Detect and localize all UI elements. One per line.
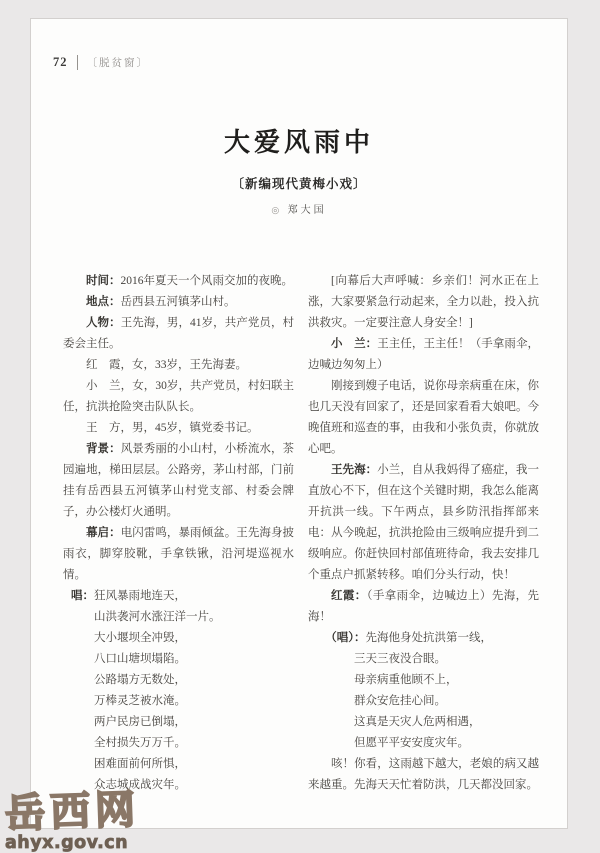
dialogue-line [308, 376, 539, 460]
lyric-line: 但愿平平安安度灾年。 [354, 737, 469, 749]
watermark-url: ahyx.gov.cn [5, 833, 129, 853]
lyric-line: 先海他身处抗洪第一线， [365, 632, 492, 644]
title-block [31, 122, 567, 216]
lyric-line: 全村损失万万千。 [94, 737, 187, 749]
lyric-line: 众志城成战灾年。 [94, 779, 187, 791]
lyric-line: 万棒灵芝被水淹。 [94, 695, 187, 707]
meta-label: 时间： [86, 275, 121, 287]
cast-line [63, 418, 294, 439]
meta-text: 风景秀丽的小山村，小桥流水，茶园遍地，梯田层层。公路旁，茅山村部，门前挂有岳西县五河镇茅山村党支部、村委会牌子，办公楼灯火通明。 [63, 443, 295, 518]
play-title: 大爱风雨中 [223, 128, 374, 157]
lyric-line: 群众安危挂心间。 [354, 695, 446, 707]
meta-line-background [63, 439, 294, 523]
left-song [63, 586, 294, 796]
lyric-line: 山洪袭河水涨汪洋一片。 [94, 611, 221, 623]
lyric-line: 八口山塘坝塌陷。 [94, 653, 187, 665]
cast-line [63, 355, 294, 376]
cast-text: 红 霞，女，33岁，王先海妻。 [86, 359, 247, 371]
section-label: 〔脱贫窗〕 [86, 58, 149, 69]
right-song [308, 628, 539, 754]
meta-text: 岳西县五河镇茅山村。 [120, 296, 236, 308]
speaker-name: 王先海： [331, 464, 378, 476]
cast-text: 小 兰，女，30岁，共产党员，村妇联主任，抗洪抢险突击队队长。 [63, 380, 294, 413]
dialogue-text: 刚接到嫂子电话，说你母亲病重在床，你也几天没有回家了，还是回家看看大娘吧。今晚值班和巡查的事，由我和小张负责，你就放心吧。 [308, 380, 539, 455]
running-head [53, 55, 149, 70]
meta-label: 地点： [86, 296, 121, 308]
dialogue-line [308, 334, 539, 376]
meta-text: 王先海，男，41岁，共产党员，村委会主任。 [63, 317, 295, 350]
meta-line-characters [63, 313, 294, 355]
speaker-name: 红霞： [331, 590, 367, 602]
lyric-line: 大小堰坝全冲毁， [94, 632, 187, 644]
lyric-line: 三天三夜没合眼。 [354, 653, 446, 665]
song-label: 唱： [71, 590, 95, 602]
dialogue-text: （手拿雨伞，边喊边上）先海，先海！ [308, 590, 540, 623]
meta-line-curtain [63, 523, 294, 586]
song-label: （唱）： [325, 632, 366, 644]
author-line [31, 201, 567, 216]
lyric-line: 狂风暴雨地连天， [94, 590, 187, 602]
song-lines [94, 586, 221, 796]
cast-text: 王 方，男，45岁，镇党委书记。 [86, 422, 259, 434]
lyric-line: 困难面前何所惧， [94, 758, 187, 770]
header-divider [77, 55, 78, 70]
meta-line-place [63, 292, 294, 313]
lyric-line: 这真是天灾人危两相遇， [354, 716, 481, 728]
page-number: 72 [53, 55, 68, 69]
dialogue-text: 小兰，自从我妈得了癌症，我一直放心不下，但在这个关键时期，我怎么能离开抗洪一线。下午两点，县乡防汛指挥部来电：从今晚起，抗洪抢险由三级响应提升到二级响应。你赶快回村部值班待命，我去安排几个重点户抓紧转移。咱们分头行动，快！ [308, 464, 540, 581]
dialogue-text: 王主任，王主任！（手拿雨伞，边喊边匆匆上） [308, 338, 540, 371]
meta-line-time [63, 271, 294, 292]
meta-text: 2016年夏天一个风雨交加的夜晚。 [120, 275, 293, 287]
lyric-line: 公路塌方无数处， [94, 674, 187, 686]
text-columns [63, 271, 539, 796]
left-column [63, 271, 294, 796]
dialogue-closing: 咳！你看，这雨越下越大，老娘的病又越来越重。先海天天忙着防洪，几天都没回家。 [308, 758, 539, 791]
dialogue-line [308, 586, 539, 628]
dialogue-line [308, 460, 539, 586]
author-name: 郑大国 [287, 205, 327, 216]
cast-line [63, 376, 294, 418]
meta-text: 电闪雷鸣，暴雨倾盆。王先海身披雨衣，脚穿胶靴，手拿铁锹，沿河堤巡视水情。 [63, 527, 295, 581]
lyric-line: 两户民房已倒塌， [94, 716, 187, 728]
author-mark-icon: ◎ [271, 205, 283, 215]
meta-label: 人物： [86, 317, 121, 329]
stage-direction: [向幕后大声呼喊：乡亲们！河水正在上涨，大家要紧急行动起来，全力以赴，投入抗洪救灾。一定要注意人身安全！] [308, 275, 539, 329]
play-subtitle: 〔新编现代黄梅小戏〕 [231, 177, 367, 191]
meta-label: 背景： [86, 443, 121, 455]
right-column [308, 271, 539, 796]
meta-label: 幕启： [86, 527, 121, 539]
speaker-name: 小 兰： [331, 338, 378, 350]
scanned-page [30, 18, 568, 829]
lyric-line: 母亲病重他顾不上， [354, 674, 458, 686]
song-lines [354, 649, 539, 754]
song-first-line [308, 628, 539, 649]
